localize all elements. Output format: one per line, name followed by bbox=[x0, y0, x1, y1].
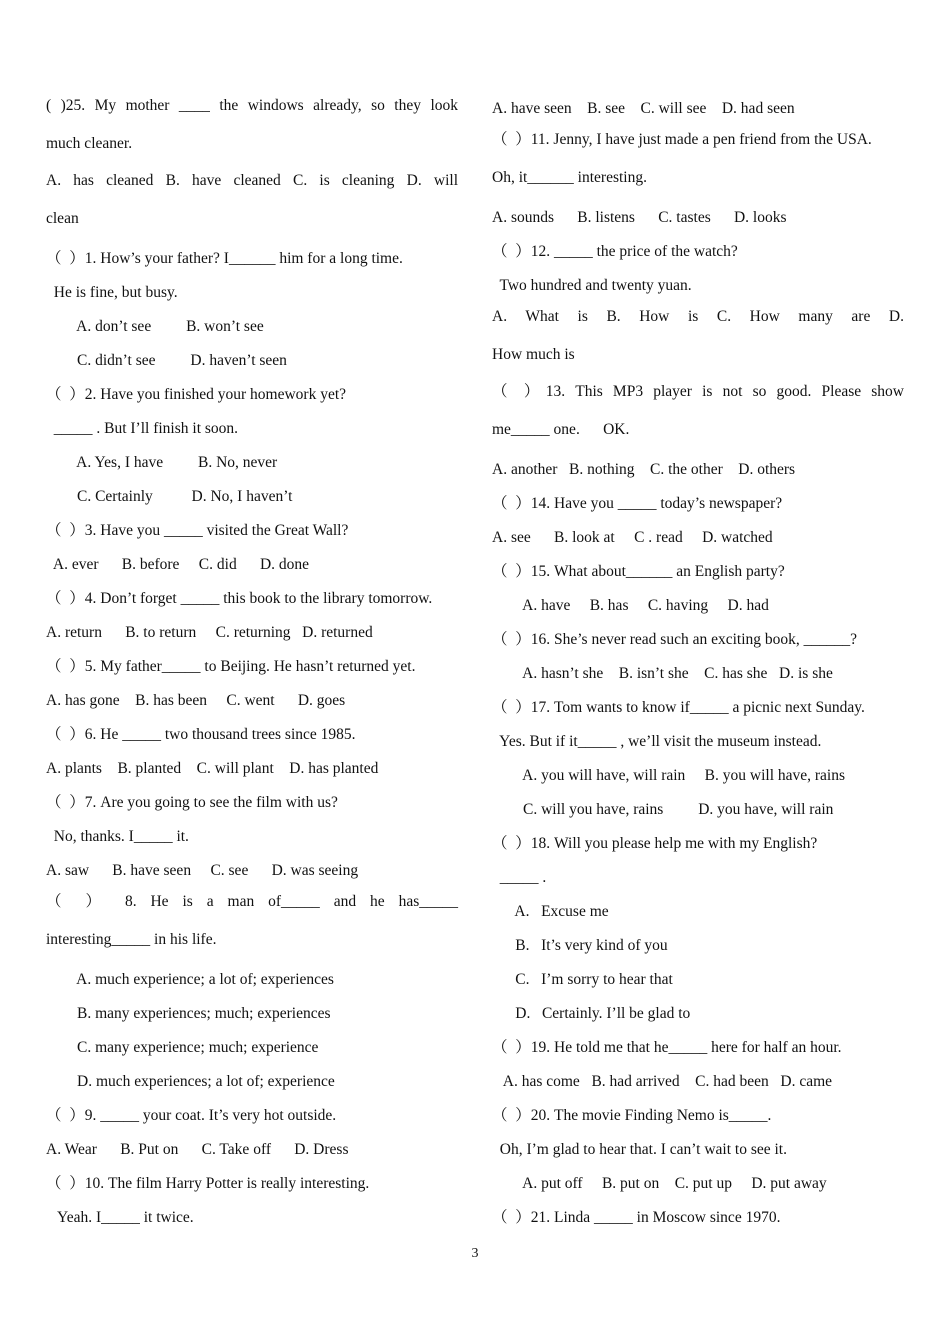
left-column bbox=[46, 92, 458, 1235]
text-line: B. It’s very kind of you bbox=[492, 937, 668, 954]
text-line: No, thanks. I_____ it. bbox=[46, 828, 189, 845]
text-line: ( )25. My mother ____ the windows already, so they look bbox=[46, 97, 458, 114]
text-line: A. has cleaned B. have cleaned C. is cleaning D. will bbox=[46, 172, 458, 189]
text-line: C. I’m sorry to hear that bbox=[492, 971, 673, 988]
text-line: A. sounds B. listens C. tastes D. looks bbox=[492, 209, 787, 226]
text-line: A. has gone B. has been C. went D. goes bbox=[46, 692, 346, 709]
text-line: （ ）1. How’s your father? I______ him for a long time. bbox=[46, 250, 403, 267]
text-line: A. What is B. How is C. How many are D. bbox=[492, 308, 904, 325]
text-line: A. has come B. had arrived C. had been D. came bbox=[492, 1073, 833, 1090]
page-number: 3 bbox=[471, 1246, 479, 1261]
text-line: clean bbox=[46, 209, 79, 227]
text-line: （ ）7. Are you going to see the film with us? bbox=[46, 794, 338, 811]
text-line: （ ）10. The film Harry Potter is really interesting. bbox=[46, 1175, 370, 1192]
text-line: （ ）17. Tom wants to know if_____ a picnic next Sunday. bbox=[492, 699, 865, 716]
text-line: （ ）15. What about______ an English party? bbox=[492, 563, 785, 580]
text-line: _____ . But I’ll finish it soon. bbox=[46, 420, 239, 437]
text-line: （ ） 8. He is a man of_____ and he has_____ bbox=[46, 893, 458, 910]
text-line: A. much experience; a lot of; experiences bbox=[46, 971, 334, 988]
text-line: （ ）18. Will you please help me with my English? bbox=[492, 835, 818, 852]
text-line: （ ）9. _____ your coat. It’s very hot outside. bbox=[46, 1107, 337, 1124]
text-line: （ ）12. _____ the price of the watch? bbox=[492, 243, 738, 260]
text-line: A. saw B. have seen C. see D. was seeing bbox=[46, 862, 359, 879]
text-line: A. another B. nothing C. the other D. others bbox=[492, 461, 796, 478]
text-line: D. Certainly. I’ll be glad to bbox=[492, 1005, 691, 1022]
text-line: A. return B. to return C. returning D. returned bbox=[46, 624, 373, 641]
text-line: Two hundred and twenty yuan. bbox=[492, 277, 692, 294]
text-line: A. see B. look at C . read D. watched bbox=[492, 529, 773, 546]
text-line: D. much experiences; a lot of; experience bbox=[46, 1073, 335, 1090]
text-line: A. Excuse me bbox=[492, 903, 609, 920]
text-line: C. Certainly D. No, I haven’t bbox=[46, 488, 293, 505]
text-line: A. have B. has C. having D. had bbox=[492, 597, 769, 614]
text-line: Yes. But if it_____ , we’ll visit the museum instead. bbox=[492, 733, 822, 750]
text-line: Oh, I’m glad to hear that. I can’t wait to see it. bbox=[492, 1141, 787, 1158]
text-line: Oh, it______ interesting. bbox=[492, 168, 647, 186]
text-line: Yeah. I_____ it twice. bbox=[46, 1209, 194, 1226]
text-line: A. have seen B. see C. will see D. had seen bbox=[492, 100, 795, 117]
text-line: （ ）20. The movie Finding Nemo is_____. bbox=[492, 1107, 772, 1124]
text-line: （ ）14. Have you _____ today’s newspaper? bbox=[492, 495, 783, 512]
text-line: （ ）19. He told me that he_____ here for half an hour. bbox=[492, 1039, 842, 1056]
text-line: （ ）16. She’s never read such an exciting book, ______? bbox=[492, 631, 858, 648]
text-line: C. will you have, rains D. you have, will rain bbox=[492, 801, 834, 818]
text-line: B. many experiences; much; experiences bbox=[46, 1005, 331, 1022]
text-line: A. don’t see B. won’t see bbox=[46, 318, 264, 335]
text-line: A. Yes, I have B. No, never bbox=[46, 454, 278, 471]
text-line: （ ）5. My father_____ to Beijing. He hasn’t returned yet. bbox=[46, 658, 416, 675]
right-column bbox=[492, 92, 904, 1235]
text-line: me_____ one. OK. bbox=[492, 420, 630, 438]
text-line: （ ）21. Linda _____ in Moscow since 1970. bbox=[492, 1209, 781, 1226]
text-line: C. didn’t see D. haven’t seen bbox=[46, 352, 287, 369]
text-line: much cleaner. bbox=[46, 134, 133, 152]
text-line: （ ）13. This MP3 player is not so good. Please show bbox=[492, 383, 904, 400]
text-line: （ ）2. Have you finished your homework yet? bbox=[46, 386, 347, 403]
text-line: A. put off B. put on C. put up D. put away bbox=[492, 1175, 827, 1192]
text-line: _____ . bbox=[492, 869, 547, 886]
text-line: interesting_____ in his life. bbox=[46, 930, 217, 948]
text-line: A. hasn’t she B. isn’t she C. has she D. is she bbox=[492, 665, 833, 682]
text-line: A. plants B. planted C. will plant D. has planted bbox=[46, 760, 379, 777]
text-line: How much is bbox=[492, 345, 575, 363]
text-line: C. many experience; much; experience bbox=[46, 1039, 319, 1056]
text-line: He is fine, but busy. bbox=[46, 284, 178, 301]
text-line: （ ）3. Have you _____ visited the Great Wall? bbox=[46, 522, 349, 539]
text-line: （ ）11. Jenny, I have just made a pen friend from the USA. bbox=[492, 131, 872, 148]
text-line: （ ）4. Don’t forget _____ this book to the library tomorrow. bbox=[46, 590, 433, 607]
text-line: A. ever B. before C. did D. done bbox=[46, 556, 310, 573]
text-line: A. Wear B. Put on C. Take off D. Dress bbox=[46, 1141, 349, 1158]
text-line: A. you will have, will rain B. you will have, rains bbox=[492, 767, 846, 784]
text-line: （ ）6. He _____ two thousand trees since 1985. bbox=[46, 726, 356, 743]
